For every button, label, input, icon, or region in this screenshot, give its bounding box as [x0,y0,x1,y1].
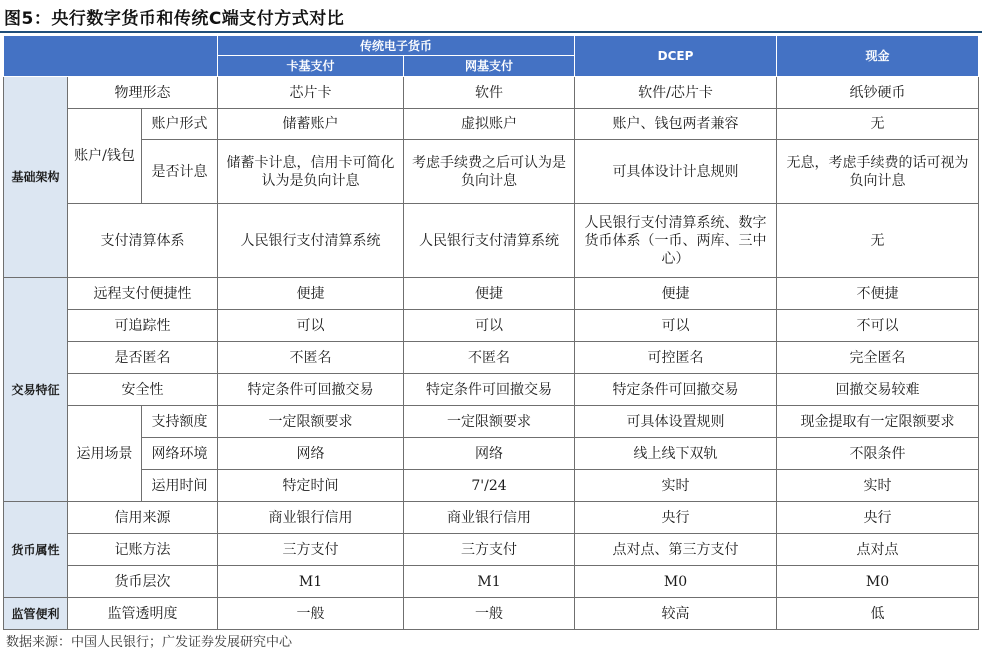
cell-dcep: M0 [575,566,777,598]
row-label: 可追踪性 [68,310,218,342]
cell-card: 特定条件可回撤交易 [218,374,404,406]
row-label: 信用来源 [68,502,218,534]
table-row [4,470,979,502]
table-row [4,310,979,342]
cell-dcep: 特定条件可回撤交易 [575,374,777,406]
row-label: 记账方法 [68,534,218,566]
cell-cash: 纸钞硬币 [777,77,979,109]
table-row [4,406,979,438]
row-label: 监管透明度 [68,598,218,630]
cell-cash: 无息，考虑手续费的话可视为负向计息 [777,140,979,204]
cell-card: M1 [218,566,404,598]
cell-net: 软件 [404,77,575,109]
cell-cash: 点对点 [777,534,979,566]
cell-cash: 完全匿名 [777,342,979,374]
table-row [4,374,979,406]
cell-dcep: 便捷 [575,278,777,310]
cell-cash: 无 [777,109,979,140]
cell-card: 商业银行信用 [218,502,404,534]
cell-card: 芯片卡 [218,77,404,109]
row-label: 支持额度 [142,406,218,438]
table-row [4,598,979,630]
cell-dcep: 可以 [575,310,777,342]
cell-card: 一般 [218,598,404,630]
table-row [4,534,979,566]
section-trade: 交易特征 [4,278,68,502]
cell-cash: 低 [777,598,979,630]
table-row [4,140,979,204]
cell-net: 不匿名 [404,342,575,374]
header-corner [4,36,218,77]
cell-card: 可以 [218,310,404,342]
table-row [4,342,979,374]
cell-card: 网络 [218,438,404,470]
cell-net: M1 [404,566,575,598]
cell-net: 一定限额要求 [404,406,575,438]
row-label: 是否计息 [142,140,218,204]
header-net: 网基支付 [404,56,575,77]
cell-net: 便捷 [404,278,575,310]
cell-dcep: 央行 [575,502,777,534]
cell-net: 可以 [404,310,575,342]
cell-net: 7'/24 [404,470,575,502]
cell-cash: 不便捷 [777,278,979,310]
header-row-1 [4,36,979,56]
header-group-traditional: 传统电子货币 [218,36,575,56]
cell-net: 虚拟账户 [404,109,575,140]
cell-dcep: 点对点、第三方支付 [575,534,777,566]
table-row [4,502,979,534]
cell-dcep: 可具体设置规则 [575,406,777,438]
row-label: 安全性 [68,374,218,406]
row-label: 运用时间 [142,470,218,502]
section-basic: 基础架构 [4,77,68,278]
cell-cash: M0 [777,566,979,598]
group-label-scene: 运用场景 [68,406,142,502]
section-regulation: 监管便利 [4,598,68,630]
row-label: 是否匿名 [68,342,218,374]
cell-net: 网络 [404,438,575,470]
cell-net: 一般 [404,598,575,630]
cell-dcep: 可控匿名 [575,342,777,374]
cell-dcep: 线上线下双轨 [575,438,777,470]
cell-card: 不匿名 [218,342,404,374]
table-row [4,438,979,470]
row-label: 远程支付便捷性 [68,278,218,310]
source-note: 数据来源：中国人民银行；广发证券发展研究中心 [6,635,293,650]
cell-cash: 不限条件 [777,438,979,470]
cell-card: 人民银行支付清算系统 [218,204,404,278]
row-label: 货币层次 [68,566,218,598]
row-label: 网络环境 [142,438,218,470]
cell-card: 特定时间 [218,470,404,502]
cell-card: 储蓄账户 [218,109,404,140]
cell-dcep: 人民银行支付清算系统、数字货币体系（一币、两库、三中心） [575,204,777,278]
header-cash: 现金 [777,36,979,77]
cell-cash: 不可以 [777,310,979,342]
cell-card: 三方支付 [218,534,404,566]
table-row [4,566,979,598]
header-dcep: DCEP [575,36,777,77]
cell-net: 商业银行信用 [404,502,575,534]
cell-card: 一定限额要求 [218,406,404,438]
cell-cash: 无 [777,204,979,278]
cell-cash: 现金提取有一定限额要求 [777,406,979,438]
section-currency: 货币属性 [4,502,68,598]
cell-cash: 回撤交易较难 [777,374,979,406]
table-row [4,109,979,140]
group-label-account: 账户/钱包 [68,109,142,204]
cell-dcep: 较高 [575,598,777,630]
table-row [4,278,979,310]
cell-card: 便捷 [218,278,404,310]
cell-card: 储蓄卡计息，信用卡可简化认为是负向计息 [218,140,404,204]
cell-net: 三方支付 [404,534,575,566]
cell-net: 特定条件可回撤交易 [404,374,575,406]
row-label: 账户形式 [142,109,218,140]
cell-dcep: 可具体设计计息规则 [575,140,777,204]
header-card: 卡基支付 [218,56,404,77]
cell-dcep: 账户、钱包两者兼容 [575,109,777,140]
cell-cash: 央行 [777,502,979,534]
title-rule [0,31,982,33]
comparison-table [3,35,979,630]
row-label: 物理形态 [68,77,218,109]
cell-net: 人民银行支付清算系统 [404,204,575,278]
cell-dcep: 实时 [575,470,777,502]
figure-title: 图5：央行数字货币和传统C端支付方式对比 [4,9,345,29]
table-row [4,204,979,278]
table-row [4,77,979,109]
row-label: 支付清算体系 [68,204,218,278]
cell-cash: 实时 [777,470,979,502]
cell-dcep: 软件/芯片卡 [575,77,777,109]
cell-net: 考虑手续费之后可认为是负向计息 [404,140,575,204]
